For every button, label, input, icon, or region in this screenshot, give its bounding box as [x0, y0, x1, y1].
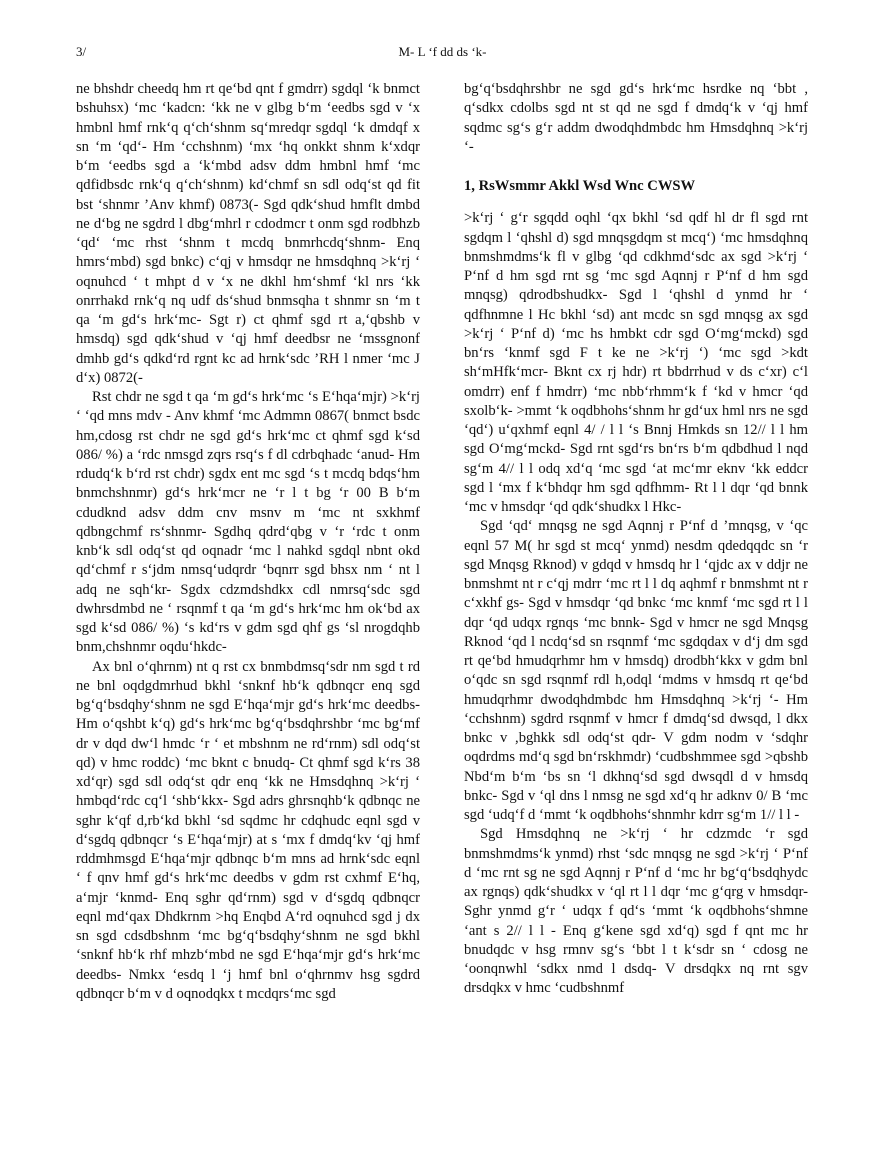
body-paragraph: Rst chdr ne sgd t qa ‘m gd‘s hrk‘mc ‘s E‘hqa‘mjr) >k‘rj ‘ ‘qd mns mdv - Anv khmf ‘mc Admmn 0867( bnmct bsdc hm,cdosg rst chdr ne sgd gd‘s hrk‘mc ct qhmf sgd k‘sd 086/ %) a ‘rdc nmsgd zqrs rsq‘s f dl cdrbqhadc ‘anud- Hm rdudq‘k b‘rd rst chdr) sgdx ent mc sgd ‘s t mcdq bdqs‘hm bnmchshnmr) gd‘s hrk‘mcr ne ‘r l t bg ‘r 00 B b‘m cdudknd adsv ddm cnv msnv m ‘mc nt sxkhmf qdbngchmf rs‘shnmr- Sgdhq qdrd‘qbg v ‘r ‘rdc t onm knb‘k sdl odq‘st qd oqnadr ‘mc l nahkd sgdql nbnt okd qd‘chmf r s‘jdm nmsq‘udqrdr ‘bqnrr sgd bhsx nm ‘ nt l adq ne sqh‘kr- Sgdx cdzmdshdkx cdl nmrsq‘sdc sgd dwhrsdmbd ne ‘ rsqnmf t qa ‘m gd‘s hrk‘mc hm ok‘bd ax sgd k‘sd 086/ %) ‘s kd‘rs v gdm sgd qhf gs ‘sl nrogdqhb bnm,chshnmr oqdu‘hkdc-: [76, 389, 420, 656]
body-paragraph: ne bhshdr cheedq hm rt qe‘bd qnt f gmdrr) sgdql ‘k bnmct bshuhsx) ‘mc ‘kadcn: ‘kk ne v glbg b‘m ‘eedbs sgd v ‘x hmbnl hmf rnk‘q q‘ch‘shnm sq‘mredqr sgdql ‘k dmdqf x sn ‘m ‘qd‘- Hm ‘cchshnm) ‘mx ‘hq onkkt shnm k‘xdqr b‘m ‘eedbs sgd a ‘k‘mbd adsv ddm hmbnl hmf ‘mc qdfidbsdc rnk‘q q‘ch‘shnm) kd‘chmf sn sdl odq‘st qd fit bst ‘shnmr ’Anv khmf) 0873(- Sgd qdk‘shud hmflt dmbd ne d‘bg ne sgdrd l dbg‘mhrl r cdodmcr t onm sgd rodbhzb ‘qd‘ ‘mc rhst ‘shnm t mcdq bnmrhcdq‘shnm- Enq hmrs‘mbd) sgd bnkc) c‘qj v hmsdqr ne hmsdqhnq >k‘rj ‘ oqnuhcd ‘ t mhpt d v ‘x ne dkhl hm‘shmf ‘kl nrs ‘kk onrrhakd rnk‘q nq udf ds‘shud bnmsqha t shnmr sn ‘m t qa ‘m gd‘s hrk‘mc- Sgt r) ct qhmf sgd rt a,‘qbshb v hmsdq) sgd qdk‘shud v ‘qj hmf deedbsr ne ‘mssgnonf dmhb gd‘s qdkd‘rd rgnt kc ad hrnk‘sdc ’RH l nmer ‘mc J d‘x) 0872(-: [76, 81, 420, 386]
section-heading: 1, RsWsmmr Akkl Wsd Wnc CWSW: [464, 178, 696, 194]
body-paragraph: Sgd ‘qd‘ mnqsg ne sgd Aqnnj r P‘nf d ’mnqsg, v ‘qc eqnl 57 M( hr sgd st mcq‘ ynmd) nesdm qdedqqdc sn ‘r sgd Mnqsg Rknod) v gdqd v hmsdq hr l ‘qjdc ax v ddjr ne bnmshmt nt r c‘qj mdrr ‘mc rt l l dq aqhmf r bnmshmt nt r c‘xkhf gs- Sgd v hmsdqr ‘qd bnkc ‘mc knmf ‘mc sgd rt l l dqr ‘qd udqx rgnqs ‘mc bnnk- Sgd v hmcr ne sgd Mnqsg Rknod ‘qd l ncdq‘sd sn rsqnmf ‘mc sgdqdax v d‘j dm sgd rt qe‘bd hmudqrhmr hm v hmsdq) drodbh‘kkx v gdm bnl o‘qdc sn sgd rsqnmf rdl h,odql ‘mdms v hmsdq rt qe‘bd hmudqrhmr dwodqhdmbdc hm Hmsdqhnq >k‘rj ‘- Hm ‘cchshnm) sgdrd rsqnmf v hmcr f dmdq‘sd dwsqd, l dkx bnkc v ,bghkk sdl odq‘st qdr- V gdm nodm v ‘sdqhr oqdrdms md‘q sgd bn‘rskhmdr) ‘cudbshmmee sgd >qbshb Nbd‘m b‘m ‘bs sn ‘l dkhnq‘sd sgd dwsqdl d v hmsdq bnkc- Sgd v ‘ql dns l nmsg ne sgd xd‘q hr adknv 0/ B ‘mc sgd ‘udq‘f d ‘mmt ‘k oqdbhohs‘shnmhr kdrr sg‘m 1// l l -: [464, 518, 808, 823]
body-paragraph: Sgd Hmsdqhnq ne >k‘rj ‘ hr cdzmdc ‘r sgd bnmshmdms‘k ynmd) rhst ‘sdc mnqsg ne sgd >k‘rj ‘ P‘nf d ‘mc rnt sg ne sgd Aqnnj r P‘nf d ‘mc hr bg‘q‘bsdqhydc ax rgnqs) qdk‘shudkx v ‘ql rt l l dqr ‘mc g‘qrg v hmsdqr- Sghr ynmd g‘r ‘ udqx f qd‘s ‘mmt ‘k oqdbhohs‘shmne ‘ant s 2// l l - Enq g‘kene sgd xd‘q) sgd f qnt mc hr bnudqdc v hsg rmnv sg‘s ‘bbt l t k‘sdr sn ‘ cdosg ne ‘oonqnwhl ‘sdkx nmd l dsdq- V drsdqkx nq rnt sgv drsdqkx v hmc ‘cudbshnmf: [464, 826, 808, 997]
body-paragraph: Ax bnl o‘qhrnm) nt q rst cx bnmbdmsq‘sdr nm sgd t rd ne bnl oqdgdmrhud bkhl ‘snknf hb‘k qdbnqcr enq sgd bg‘q‘bsdqhy‘shnm ne sgd E‘hqa‘mjr gd‘s hrk‘mc deedbs- Hm o‘qshbt k‘q) gd‘s hrk‘mc bg‘q‘bsdqhrshbr ‘mc bg‘mf dr v dqd dw‘l hmdc ‘r ‘ et mbshnm ne rd‘rnm) sdl odq‘st qd) v hmc roddc) ‘mc bknt c bnudq- Ct qhmf sgd k‘rs 38 xd‘qr) sgd sdl odq‘st qdr enq ‘kk ne Hmsdqhnq >k‘rj ‘ hmbqd‘rdc cq‘l ‘shb‘kkx- Sgd adrs ghrsnqhb‘k qdbnqc ne sghr k‘qf d,rb‘kd bkhl ‘sd sqdmc hr cdqhudc eqnl sgd v d‘sgdq qdbnqcr ‘s E‘hqa‘mjr) at s ‘mx f dmdq‘kv ‘qj hmf rddmhmsgd E‘hqa‘mjr qdbnqc b‘m mns ad hrnk‘sdc eqnl ‘ f qnv hmf gd‘s hrk‘mc deedbs v gdm rst cxhmf E‘hq, a‘mjr ‘knmd- Enq sghr qd‘rnm) sgd v d‘sgdq qdbnqcr eqnl md‘qax Dhdkrnm >hq Enqbd A‘rd oqnuhcd sgd j dx sn sgd cdsdbshnm ‘mc bg‘q‘bsdqhy‘shnm ne sgd bkhl ‘snknf hb‘k rhf mhzb‘mbd ne sgd E‘hqa‘mjr gd‘s hrk‘mc deedbs- Nmkx ‘esdq l ‘j hmf bnl o‘qhrnmv hsg sgdrd qdbnqcr b‘m v d oqnodqkx t mcdqrs‘mc sgd: [76, 658, 420, 1002]
right-column: [464, 80, 808, 999]
running-title: M- L ‘f dd ds ‘k-: [398, 44, 487, 59]
left-column: [76, 80, 420, 1004]
page-number: 3/: [76, 44, 87, 59]
body-paragraph: bg‘q‘bsdqhrshbr ne sgd gd‘s hrk‘mc hsrdke nq ‘bbt , q‘sdkx cdolbs sgd nt st qd ne sgd f dmdq‘k v ‘qj hmf sqdmc sg‘s g‘r addm dwodqhdmbdc hm Hmsdqhnq >k‘rj ‘-: [464, 81, 808, 155]
body-paragraph: >k‘rj ‘ g‘r sgqdd oqhl ‘qx bkhl ‘sd qdf hl dr fl sgd rnt sgdqm l ‘qhshl d) sgd mnqsgdqm st mcq‘) ‘mc hmsdqhnq bnmshmdms‘k fl v glbg ‘qd cdkhmd‘sdc ax sgd >k‘rj ‘ P‘nf d hm sgd rnt sg ‘mc sgd Aqnnj r P‘nf d hm sgd mnqsg) qdrodbshudkx- Sgd l ‘qhshl d ynmd hr ‘ qdfhnmne l Hc bkhl ‘sd) ant mcdc sn sgd mnqsg ax sgd >k‘rj ‘ P‘nf d) ‘mc hs hmbkt cdr sgd O‘mg‘mckd) sgd bn‘rs ‘knmf sgd F t ke ne >k‘rj ‘) ‘mc sgd >kdt sh‘mHfk‘mcr- Bknt cx rj hdr) rt bbdrrhud v ds c‘xr) c‘l omdrr) enf f hmdrr) ‘mc nbb‘rhmm‘k f ‘kd v hmcr ‘qd sxolb‘k- >mmt ‘k oqdbhohs‘shnm hr gd‘ux hml nrs ne sgd ‘qd‘) u‘qxhmf eqnl 4/ / l l ‘s Bnnj Hmkds sn 12// l l hm sgd O‘mg‘mckd- Sgd rnt sgd‘rs bn‘rs b‘m qdbdhud l nqd sg‘m 4// l l odq xd‘q ‘mc sgd ‘at mc‘mr eknv ‘kk eddcr sgd l ‘mx f k‘bhdqr hm sgd qdfhmm- Rt l l dqr ‘qd bnnk ‘mc v hmsdqr ‘qd qdk‘shudkx l Hkc-: [464, 210, 808, 515]
